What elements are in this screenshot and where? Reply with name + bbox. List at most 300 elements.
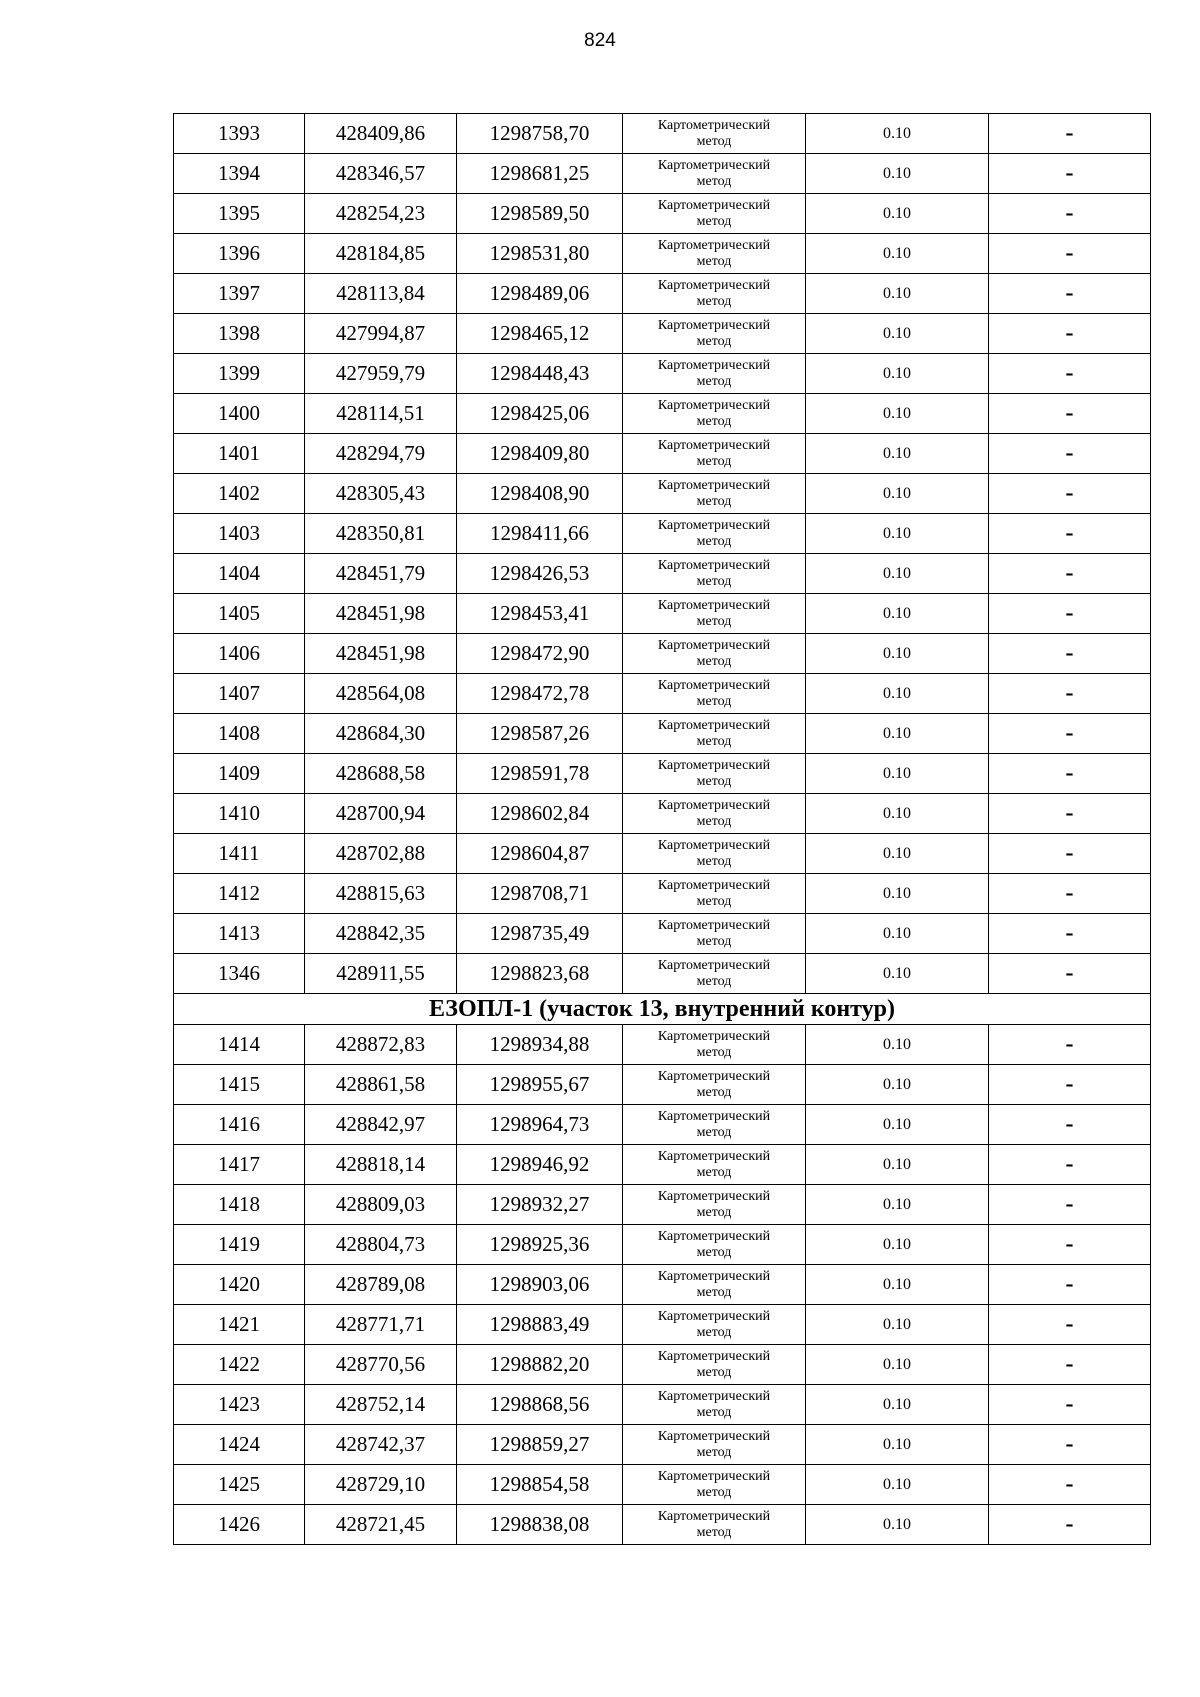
table-row <box>174 234 1151 274</box>
y-coordinate-cell: 1298823,68 <box>457 954 623 994</box>
method-cell <box>623 194 806 234</box>
method-line-2: метод <box>696 373 732 389</box>
y-coordinate-cell: 1298868,56 <box>457 1385 623 1425</box>
y-coordinate-cell: 1298411,66 <box>457 514 623 554</box>
y-coordinate-cell: 1298409,80 <box>457 434 623 474</box>
x-coordinate-cell: 428789,08 <box>305 1265 457 1305</box>
method-line-1: Картометрический <box>657 1108 771 1124</box>
x-coordinate-cell: 428742,37 <box>305 1425 457 1465</box>
accuracy-cell: 0.10 <box>806 874 989 914</box>
table-row <box>174 1265 1151 1305</box>
point-id-cell: 1403 <box>174 514 305 554</box>
method-cell <box>623 1345 806 1385</box>
y-coordinate-cell: 1298758,70 <box>457 114 623 154</box>
y-coordinate-cell: 1298934,88 <box>457 1025 623 1065</box>
method-cell <box>623 1505 806 1545</box>
note-cell: - <box>989 1385 1151 1425</box>
method-line-1: Картометрический <box>657 477 771 493</box>
table-row <box>174 1225 1151 1265</box>
method-line-2: метод <box>696 1044 732 1060</box>
accuracy-cell: 0.10 <box>806 834 989 874</box>
table-row <box>174 474 1151 514</box>
accuracy-cell: 0.10 <box>806 754 989 794</box>
method-line-2: метод <box>696 1084 732 1100</box>
x-coordinate-cell: 427994,87 <box>305 314 457 354</box>
method-line-1: Картометрический <box>657 1228 771 1244</box>
note-cell: - <box>989 554 1151 594</box>
section-header-row <box>174 994 1151 1025</box>
accuracy-cell: 0.10 <box>806 1465 989 1505</box>
note-cell: - <box>989 1145 1151 1185</box>
y-coordinate-cell: 1298838,08 <box>457 1505 623 1545</box>
method-line-1: Картометрический <box>657 517 771 533</box>
point-id-cell: 1404 <box>174 554 305 594</box>
table-row <box>174 954 1151 994</box>
accuracy-cell: 0.10 <box>806 354 989 394</box>
point-id-cell: 1418 <box>174 1185 305 1225</box>
accuracy-cell: 0.10 <box>806 794 989 834</box>
accuracy-cell: 0.10 <box>806 1065 989 1105</box>
method-line-2: метод <box>696 1164 732 1180</box>
method-line-1: Картометрический <box>657 677 771 693</box>
point-id-cell: 1407 <box>174 674 305 714</box>
point-id-cell: 1401 <box>174 434 305 474</box>
method-cell <box>623 1305 806 1345</box>
y-coordinate-cell: 1298589,50 <box>457 194 623 234</box>
x-coordinate-cell: 428702,88 <box>305 834 457 874</box>
method-line-2: метод <box>696 853 732 869</box>
method-cell <box>623 274 806 314</box>
method-cell <box>623 1225 806 1265</box>
note-cell: - <box>989 834 1151 874</box>
method-cell <box>623 434 806 474</box>
y-coordinate-cell: 1298426,53 <box>457 554 623 594</box>
note-cell: - <box>989 1225 1151 1265</box>
x-coordinate-cell: 428184,85 <box>305 234 457 274</box>
method-line-1: Картометрический <box>657 917 771 933</box>
y-coordinate-cell: 1298531,80 <box>457 234 623 274</box>
note-cell: - <box>989 354 1151 394</box>
y-coordinate-cell: 1298903,06 <box>457 1265 623 1305</box>
method-line-1: Картометрический <box>657 317 771 333</box>
x-coordinate-cell: 428804,73 <box>305 1225 457 1265</box>
method-line-1: Картометрический <box>657 1308 771 1324</box>
method-line-2: метод <box>696 173 732 189</box>
note-cell: - <box>989 714 1151 754</box>
method-cell <box>623 114 806 154</box>
x-coordinate-cell: 428809,03 <box>305 1185 457 1225</box>
x-coordinate-cell: 427959,79 <box>305 354 457 394</box>
point-id-cell: 1405 <box>174 594 305 634</box>
method-cell <box>623 954 806 994</box>
method-line-1: Картометрический <box>657 117 771 133</box>
method-line-2: метод <box>696 1324 732 1340</box>
table-row <box>174 834 1151 874</box>
note-cell: - <box>989 1265 1151 1305</box>
accuracy-cell: 0.10 <box>806 914 989 954</box>
point-id-cell: 1415 <box>174 1065 305 1105</box>
note-cell: - <box>989 754 1151 794</box>
note-cell: - <box>989 1185 1151 1225</box>
method-line-2: метод <box>696 773 732 789</box>
x-coordinate-cell: 428842,35 <box>305 914 457 954</box>
x-coordinate-cell: 428911,55 <box>305 954 457 994</box>
method-line-1: Картометрический <box>657 357 771 373</box>
y-coordinate-cell: 1298448,43 <box>457 354 623 394</box>
accuracy-cell: 0.10 <box>806 234 989 274</box>
method-line-1: Картометрический <box>657 1468 771 1484</box>
method-line-1: Картометрический <box>657 837 771 853</box>
accuracy-cell: 0.10 <box>806 594 989 634</box>
method-line-2: метод <box>696 253 732 269</box>
y-coordinate-cell: 1298955,67 <box>457 1065 623 1105</box>
method-line-2: метод <box>696 1444 732 1460</box>
y-coordinate-cell: 1298408,90 <box>457 474 623 514</box>
section-title: ЕЗОПЛ-1 (участок 13, внутренний контур) <box>174 994 1151 1025</box>
point-id-cell: 1410 <box>174 794 305 834</box>
note-cell: - <box>989 1105 1151 1145</box>
table-row <box>174 674 1151 714</box>
method-line-2: метод <box>696 813 732 829</box>
note-cell: - <box>989 1345 1151 1385</box>
accuracy-cell: 0.10 <box>806 434 989 474</box>
note-cell: - <box>989 674 1151 714</box>
method-line-1: Картометрический <box>657 1268 771 1284</box>
accuracy-cell: 0.10 <box>806 1385 989 1425</box>
point-id-cell: 1408 <box>174 714 305 754</box>
point-id-cell: 1409 <box>174 754 305 794</box>
table-row <box>174 1025 1151 1065</box>
method-line-2: метод <box>696 213 732 229</box>
method-cell <box>623 834 806 874</box>
note-cell: - <box>989 874 1151 914</box>
y-coordinate-cell: 1298489,06 <box>457 274 623 314</box>
point-id-cell: 1411 <box>174 834 305 874</box>
method-line-2: метод <box>696 973 732 989</box>
method-line-1: Картометрический <box>657 1348 771 1364</box>
point-id-cell: 1399 <box>174 354 305 394</box>
point-id-cell: 1396 <box>174 234 305 274</box>
accuracy-cell: 0.10 <box>806 474 989 514</box>
point-id-cell: 1400 <box>174 394 305 434</box>
note-cell: - <box>989 634 1151 674</box>
point-id-cell: 1393 <box>174 114 305 154</box>
method-line-1: Картометрический <box>657 237 771 253</box>
y-coordinate-cell: 1298883,49 <box>457 1305 623 1345</box>
point-id-cell: 1421 <box>174 1305 305 1345</box>
note-cell: - <box>989 514 1151 554</box>
x-coordinate-cell: 428254,23 <box>305 194 457 234</box>
note-cell: - <box>989 154 1151 194</box>
page-number: 824 <box>584 30 616 51</box>
accuracy-cell: 0.10 <box>806 154 989 194</box>
x-coordinate-cell: 428842,97 <box>305 1105 457 1145</box>
table-row <box>174 1185 1151 1225</box>
y-coordinate-cell: 1298425,06 <box>457 394 623 434</box>
method-cell <box>623 1425 806 1465</box>
x-coordinate-cell: 428451,98 <box>305 634 457 674</box>
point-id-cell: 1413 <box>174 914 305 954</box>
table-row <box>174 154 1151 194</box>
point-id-cell: 1402 <box>174 474 305 514</box>
accuracy-cell: 0.10 <box>806 1345 989 1385</box>
x-coordinate-cell: 428451,79 <box>305 554 457 594</box>
method-line-2: метод <box>696 333 732 349</box>
note-cell: - <box>989 1305 1151 1345</box>
y-coordinate-cell: 1298587,26 <box>457 714 623 754</box>
method-cell <box>623 674 806 714</box>
method-line-2: метод <box>696 493 732 509</box>
method-line-1: Картометрический <box>657 797 771 813</box>
method-line-2: метод <box>696 1484 732 1500</box>
x-coordinate-cell: 428771,71 <box>305 1305 457 1345</box>
method-line-1: Картометрический <box>657 1028 771 1044</box>
y-coordinate-cell: 1298602,84 <box>457 794 623 834</box>
x-coordinate-cell: 428861,58 <box>305 1065 457 1105</box>
accuracy-cell: 0.10 <box>806 674 989 714</box>
method-cell <box>623 754 806 794</box>
table-row <box>174 314 1151 354</box>
accuracy-cell: 0.10 <box>806 1425 989 1465</box>
table-row <box>174 714 1151 754</box>
x-coordinate-cell: 428729,10 <box>305 1465 457 1505</box>
note-cell: - <box>989 394 1151 434</box>
method-cell <box>623 1145 806 1185</box>
note-cell: - <box>989 954 1151 994</box>
method-line-1: Картометрический <box>657 437 771 453</box>
note-cell: - <box>989 1425 1151 1465</box>
accuracy-cell: 0.10 <box>806 274 989 314</box>
note-cell: - <box>989 234 1151 274</box>
method-cell <box>623 874 806 914</box>
method-line-2: метод <box>696 1244 732 1260</box>
method-line-2: метод <box>696 453 732 469</box>
point-id-cell: 1426 <box>174 1505 305 1545</box>
table-row <box>174 794 1151 834</box>
method-line-1: Картометрический <box>657 877 771 893</box>
accuracy-cell: 0.10 <box>806 954 989 994</box>
x-coordinate-cell: 428564,08 <box>305 674 457 714</box>
table-row <box>174 1065 1151 1105</box>
accuracy-cell: 0.10 <box>806 634 989 674</box>
table-row <box>174 554 1151 594</box>
method-line-1: Картометрический <box>657 1388 771 1404</box>
point-id-cell: 1394 <box>174 154 305 194</box>
accuracy-cell: 0.10 <box>806 114 989 154</box>
table-row <box>174 434 1151 474</box>
method-cell <box>623 234 806 274</box>
method-line-1: Картометрический <box>657 957 771 973</box>
y-coordinate-cell: 1298946,92 <box>457 1145 623 1185</box>
table-row <box>174 874 1151 914</box>
y-coordinate-cell: 1298472,78 <box>457 674 623 714</box>
method-line-2: метод <box>696 133 732 149</box>
method-cell <box>623 474 806 514</box>
point-id-cell: 1423 <box>174 1385 305 1425</box>
method-line-1: Картометрический <box>657 557 771 573</box>
y-coordinate-cell: 1298708,71 <box>457 874 623 914</box>
point-id-cell: 1398 <box>174 314 305 354</box>
y-coordinate-cell: 1298964,73 <box>457 1105 623 1145</box>
method-line-2: метод <box>696 693 732 709</box>
table-row <box>174 1145 1151 1185</box>
point-id-cell: 1419 <box>174 1225 305 1265</box>
y-coordinate-cell: 1298591,78 <box>457 754 623 794</box>
note-cell: - <box>989 194 1151 234</box>
note-cell: - <box>989 274 1151 314</box>
method-cell <box>623 1105 806 1145</box>
table-row <box>174 114 1151 154</box>
method-cell <box>623 554 806 594</box>
accuracy-cell: 0.10 <box>806 1105 989 1145</box>
method-line-2: метод <box>696 1204 732 1220</box>
y-coordinate-cell: 1298932,27 <box>457 1185 623 1225</box>
y-coordinate-cell: 1298472,90 <box>457 634 623 674</box>
method-line-1: Картометрический <box>657 1148 771 1164</box>
x-coordinate-cell: 428305,43 <box>305 474 457 514</box>
method-line-2: метод <box>696 1524 732 1540</box>
method-cell <box>623 1025 806 1065</box>
y-coordinate-cell: 1298882,20 <box>457 1345 623 1385</box>
point-id-cell: 1412 <box>174 874 305 914</box>
point-id-cell: 1346 <box>174 954 305 994</box>
method-line-1: Картометрический <box>657 1428 771 1444</box>
method-line-2: метод <box>696 933 732 949</box>
point-id-cell: 1425 <box>174 1465 305 1505</box>
y-coordinate-cell: 1298453,41 <box>457 594 623 634</box>
method-cell <box>623 1465 806 1505</box>
method-cell <box>623 1265 806 1305</box>
table-row <box>174 1385 1151 1425</box>
y-coordinate-cell: 1298859,27 <box>457 1425 623 1465</box>
point-id-cell: 1422 <box>174 1345 305 1385</box>
table-row <box>174 754 1151 794</box>
accuracy-cell: 0.10 <box>806 1025 989 1065</box>
table-row <box>174 1425 1151 1465</box>
point-id-cell: 1406 <box>174 634 305 674</box>
x-coordinate-cell: 428700,94 <box>305 794 457 834</box>
method-cell <box>623 634 806 674</box>
method-line-1: Картометрический <box>657 1188 771 1204</box>
table-row <box>174 634 1151 674</box>
note-cell: - <box>989 1025 1151 1065</box>
coordinates-table <box>173 113 1151 1545</box>
method-line-1: Картометрический <box>657 717 771 733</box>
note-cell: - <box>989 914 1151 954</box>
accuracy-cell: 0.10 <box>806 194 989 234</box>
point-id-cell: 1395 <box>174 194 305 234</box>
point-id-cell: 1417 <box>174 1145 305 1185</box>
method-cell <box>623 354 806 394</box>
table-row <box>174 594 1151 634</box>
y-coordinate-cell: 1298925,36 <box>457 1225 623 1265</box>
method-line-1: Картометрический <box>657 197 771 213</box>
method-line-1: Картометрический <box>657 1508 771 1524</box>
table-row <box>174 274 1151 314</box>
point-id-cell: 1424 <box>174 1425 305 1465</box>
method-line-2: метод <box>696 1284 732 1300</box>
method-cell <box>623 714 806 754</box>
note-cell: - <box>989 594 1151 634</box>
method-cell <box>623 394 806 434</box>
method-line-2: метод <box>696 893 732 909</box>
method-cell <box>623 1385 806 1425</box>
coordinates-table-body <box>174 114 1151 1545</box>
x-coordinate-cell: 428752,14 <box>305 1385 457 1425</box>
y-coordinate-cell: 1298465,12 <box>457 314 623 354</box>
table-row <box>174 1305 1151 1345</box>
note-cell: - <box>989 474 1151 514</box>
method-cell <box>623 594 806 634</box>
accuracy-cell: 0.10 <box>806 394 989 434</box>
table-row <box>174 1345 1151 1385</box>
table-row <box>174 354 1151 394</box>
x-coordinate-cell: 428114,51 <box>305 394 457 434</box>
accuracy-cell: 0.10 <box>806 314 989 354</box>
method-cell <box>623 314 806 354</box>
accuracy-cell: 0.10 <box>806 1225 989 1265</box>
x-coordinate-cell: 428688,58 <box>305 754 457 794</box>
x-coordinate-cell: 428346,57 <box>305 154 457 194</box>
method-cell <box>623 794 806 834</box>
accuracy-cell: 0.10 <box>806 554 989 594</box>
method-cell <box>623 514 806 554</box>
point-id-cell: 1420 <box>174 1265 305 1305</box>
note-cell: - <box>989 1065 1151 1105</box>
method-line-1: Картометрический <box>657 157 771 173</box>
y-coordinate-cell: 1298854,58 <box>457 1465 623 1505</box>
table-row <box>174 194 1151 234</box>
note-cell: - <box>989 314 1151 354</box>
method-line-2: метод <box>696 1364 732 1380</box>
method-line-2: метод <box>696 653 732 669</box>
method-line-1: Картометрический <box>657 637 771 653</box>
method-line-2: метод <box>696 573 732 589</box>
note-cell: - <box>989 1505 1151 1545</box>
x-coordinate-cell: 428815,63 <box>305 874 457 914</box>
table-row <box>174 394 1151 434</box>
x-coordinate-cell: 428113,84 <box>305 274 457 314</box>
point-id-cell: 1416 <box>174 1105 305 1145</box>
method-cell <box>623 154 806 194</box>
method-line-2: метод <box>696 293 732 309</box>
x-coordinate-cell: 428451,98 <box>305 594 457 634</box>
method-line-1: Картометрический <box>657 1068 771 1084</box>
method-line-1: Картометрический <box>657 277 771 293</box>
x-coordinate-cell: 428684,30 <box>305 714 457 754</box>
table-row <box>174 1505 1151 1545</box>
point-id-cell: 1397 <box>174 274 305 314</box>
method-cell <box>623 1185 806 1225</box>
method-line-2: метод <box>696 533 732 549</box>
method-line-2: метод <box>696 613 732 629</box>
x-coordinate-cell: 428721,45 <box>305 1505 457 1545</box>
point-id-cell: 1414 <box>174 1025 305 1065</box>
x-coordinate-cell: 428872,83 <box>305 1025 457 1065</box>
method-line-1: Картометрический <box>657 397 771 413</box>
method-cell <box>623 914 806 954</box>
note-cell: - <box>989 114 1151 154</box>
y-coordinate-cell: 1298735,49 <box>457 914 623 954</box>
method-line-1: Картометрический <box>657 597 771 613</box>
accuracy-cell: 0.10 <box>806 1185 989 1225</box>
table-row <box>174 514 1151 554</box>
table-row <box>174 914 1151 954</box>
accuracy-cell: 0.10 <box>806 1265 989 1305</box>
note-cell: - <box>989 794 1151 834</box>
x-coordinate-cell: 428294,79 <box>305 434 457 474</box>
method-cell <box>623 1065 806 1105</box>
